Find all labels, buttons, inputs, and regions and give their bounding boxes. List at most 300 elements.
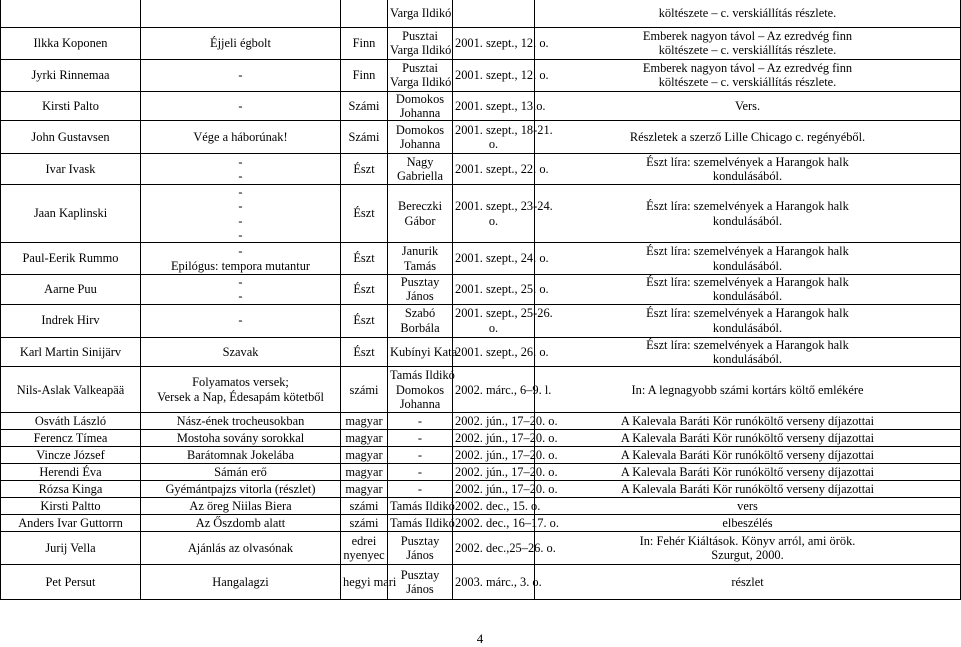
date-cell <box>453 243 549 275</box>
cell-line: - <box>417 448 423 463</box>
cell-line: költészete – c. verskiállítás részlete. <box>658 43 837 57</box>
cell-line: Jyrki Rinnemaa <box>31 67 110 82</box>
cell-line: Ivar Ivask <box>45 161 96 176</box>
source-cell <box>535 430 961 447</box>
cell-line: Gábor <box>404 213 436 228</box>
cell-line: magyar <box>345 414 383 429</box>
author-cell <box>1 464 141 481</box>
cell-line: 2001. szept., 25. o. <box>455 282 549 297</box>
cell-line: Gabriella <box>396 169 444 184</box>
date-cell <box>453 91 546 121</box>
cell-line: Pusztay <box>400 567 440 582</box>
title-cell <box>141 0 341 27</box>
cell-line: - <box>238 199 243 214</box>
cell-line: Vincze József <box>36 448 105 463</box>
title-cell <box>141 565 341 600</box>
cell-line: - <box>238 213 243 228</box>
table-row <box>1 0 961 27</box>
cell-line: - <box>417 414 423 429</box>
cell-line: János <box>406 582 434 597</box>
cell-line: Észt <box>353 344 375 359</box>
cell-line: Tamás Ildikó <box>390 368 455 383</box>
language-cell <box>341 185 388 243</box>
cell-line: Szurgut, 2000. <box>711 548 784 563</box>
author-cell <box>1 27 141 59</box>
date-cell <box>453 154 549 185</box>
cell-line: Észt líra: szemelvények a Harangok halk <box>646 244 849 259</box>
date-cell <box>453 413 558 430</box>
author-cell <box>1 304 141 337</box>
table-row <box>1 532 961 565</box>
translator-cell <box>388 27 453 59</box>
source-cell <box>535 243 961 275</box>
table-row <box>1 565 961 600</box>
cell-line: 2001. szept., 13.o. <box>455 98 546 113</box>
table-row <box>1 430 961 447</box>
title-cell <box>141 532 341 565</box>
language-cell <box>341 515 388 532</box>
cell-line: Ajánlás az olvasónak <box>187 541 294 556</box>
table-row <box>1 481 961 498</box>
translator-cell <box>388 91 453 121</box>
cell-line: Észt <box>353 161 375 176</box>
cell-line: Szavak <box>222 344 259 359</box>
language-cell <box>341 275 388 305</box>
source-cell <box>535 367 961 413</box>
source-cell <box>535 532 961 565</box>
cell-line: Domokos <box>395 122 445 137</box>
cell-line: Kirsti Paltto <box>40 499 101 514</box>
author-cell <box>1 59 141 91</box>
date-cell <box>453 481 558 498</box>
author-cell <box>1 154 141 185</box>
cell-line: 2001. szept., 18-21. <box>455 122 553 137</box>
cell-line: Jaan Kaplinski <box>33 206 108 221</box>
cell-line: Johanna <box>399 105 441 120</box>
cell-line: Bereczki <box>397 199 443 214</box>
table-row <box>1 447 961 464</box>
cell-line: Osváth László <box>34 414 107 429</box>
source-cell <box>535 0 961 27</box>
cell-line: A Kalevala Baráti Kör runóköltő verseny díjazottai <box>620 414 875 429</box>
date-cell <box>453 447 558 464</box>
date-cell <box>453 464 558 481</box>
cell-line: Emberek nagyon távol – Az ezredvég finn <box>642 60 853 75</box>
table-row <box>1 498 961 515</box>
language-cell <box>341 532 388 565</box>
table-row <box>1 464 961 481</box>
language-cell <box>341 59 388 91</box>
table-row <box>1 413 961 430</box>
cell-line: Kirsti Palto <box>42 98 99 113</box>
cell-line: In: Fehér Kiáltások. Könyv arról, ami örök. <box>639 533 856 548</box>
cell-line: - <box>238 185 243 200</box>
cell-line: Észt líra: szemelvények a Harangok halk <box>646 154 849 169</box>
cell-line: - <box>238 98 243 113</box>
cell-line: Gyémántpajzs vitorla (részlet) <box>165 482 316 497</box>
cell-line: Pusztai <box>402 60 438 75</box>
cell-line: 2002. jún., 17–20. o. <box>455 414 558 429</box>
cell-line: Vége a háborúnak! <box>193 129 288 144</box>
title-cell <box>141 481 341 498</box>
cell-line: Pusztai <box>402 28 438 43</box>
author-cell <box>1 413 141 430</box>
cell-line: A Kalevala Baráti Kör runóköltő verseny díjazottai <box>620 482 875 497</box>
cell-line: Domokos <box>395 382 445 397</box>
language-cell <box>341 154 388 185</box>
author-cell <box>1 532 141 565</box>
title-cell <box>141 304 341 337</box>
table-row <box>1 243 961 275</box>
language-cell <box>341 243 388 275</box>
language-cell <box>341 91 388 121</box>
title-cell <box>141 367 341 413</box>
cell-line: János <box>406 289 434 304</box>
title-cell <box>141 243 341 275</box>
source-cell <box>535 59 961 91</box>
cell-line: Janurik <box>401 244 439 259</box>
cell-line: hegyi mari <box>343 575 397 590</box>
cell-line: Pusztay <box>400 533 440 548</box>
cell-line: magyar <box>345 448 383 463</box>
cell-line: - <box>238 244 243 259</box>
cell-line: Versek a Nap, Édesapám kötetből <box>157 389 324 404</box>
cell-line: Jurij Vella <box>45 541 96 556</box>
translator-cell <box>388 481 453 498</box>
language-cell <box>341 367 388 413</box>
cell-line: Varga Ildikó <box>390 6 452 21</box>
cell-line: Rózsa Kinga <box>38 482 103 497</box>
table-row <box>1 91 961 121</box>
cell-line: magyar <box>345 431 383 446</box>
translator-cell <box>388 121 453 154</box>
cell-line: Varga Ildikó <box>390 75 452 89</box>
title-cell <box>141 447 341 464</box>
cell-line: 2001. szept., 12. o. <box>455 67 549 82</box>
cell-line: Paul-Eerik Rummo <box>22 251 119 266</box>
cell-line: Nils-Aslak Valkeapää <box>16 382 125 397</box>
cell-line: Emberek nagyon távol – Az ezredvég finn <box>642 28 853 43</box>
cell-line: Szabó <box>404 306 436 321</box>
translator-cell <box>388 185 453 243</box>
source-cell <box>535 154 961 185</box>
translator-cell <box>388 565 453 600</box>
cell-line: Finn <box>352 67 376 82</box>
cell-line: számi <box>349 499 379 514</box>
cell-line: számi <box>349 516 379 531</box>
cell-line: 2001. szept., 25-26. <box>455 306 553 321</box>
date-cell <box>453 59 549 91</box>
cell-line: Varga Ildikó <box>390 43 452 57</box>
cell-line: 2002. dec., 16–17. o. <box>455 516 559 531</box>
cell-line: - <box>238 154 243 169</box>
title-cell <box>141 413 341 430</box>
cell-line: 2001. szept., 23-24. <box>455 199 553 214</box>
translator-cell <box>388 367 453 413</box>
source-cell <box>535 91 961 121</box>
cell-line: 2002. márc., 6–9. l. <box>455 382 552 397</box>
language-cell <box>341 498 388 515</box>
cell-line: Barátomnak Jokelába <box>186 448 294 463</box>
cell-line: 2002. jún., 17–20. o. <box>455 465 558 480</box>
cell-line: edrei <box>351 533 377 548</box>
cell-line: Sámán erő <box>214 465 267 480</box>
source-cell <box>535 337 961 367</box>
date-cell <box>453 498 541 515</box>
cell-line: kondulásából. <box>712 169 783 184</box>
author-cell <box>1 337 141 367</box>
cell-line: 2002. dec., 15. o. <box>455 499 541 514</box>
cell-line: Észt líra: szemelvények a Harangok halk <box>646 306 849 321</box>
cell-line: o. <box>488 213 499 228</box>
cell-line: 2001. szept., 26. o. <box>455 344 549 359</box>
author-cell <box>1 447 141 464</box>
title-cell <box>141 337 341 367</box>
language-cell <box>341 430 388 447</box>
date-cell <box>453 532 556 565</box>
cell-line: Észt líra: szemelvények a Harangok halk <box>646 199 849 214</box>
table-row <box>1 121 961 154</box>
cell-line: számi <box>349 382 379 397</box>
cell-line: Herendi Éva <box>39 465 102 480</box>
cell-line: Észt <box>353 313 375 328</box>
translator-cell <box>388 337 458 367</box>
author-cell <box>1 565 141 600</box>
source-cell <box>535 498 961 515</box>
cell-line: Észt <box>353 282 375 297</box>
translator-cell <box>388 413 453 430</box>
cell-line: Észt líra: szemelvények a Harangok halk <box>646 337 849 352</box>
title-cell <box>141 121 341 154</box>
page-number: 4 <box>476 631 484 646</box>
author-cell <box>1 91 141 121</box>
cell-line: Észt <box>353 251 375 266</box>
translator-cell <box>388 515 453 532</box>
cell-line: A Kalevala Baráti Kör runóköltő verseny díjazottai <box>620 431 875 446</box>
cell-line: In: A legnagyobb számi kortárs költő emlékére <box>631 382 864 397</box>
translator-cell <box>388 243 453 275</box>
date-cell <box>453 121 553 154</box>
cell-line: 2002. jún., 17–20. o. <box>455 482 558 497</box>
table-row <box>1 367 961 413</box>
cell-line: Tamás <box>403 258 437 273</box>
cell-line: Észt líra: szemelvények a Harangok halk <box>646 275 849 290</box>
cell-line: Johanna <box>399 137 441 152</box>
author-cell <box>1 275 141 305</box>
date-cell <box>453 304 553 337</box>
table-row <box>1 185 961 243</box>
cell-line: - <box>417 465 423 480</box>
cell-line: Vers. <box>734 98 761 113</box>
translator-cell <box>388 532 453 565</box>
cell-line: Az öreg Niilas Biera <box>189 499 292 514</box>
cell-line: 2002. jún., 17–20. o. <box>455 448 558 463</box>
cell-line: - <box>238 227 243 242</box>
source-cell <box>535 447 961 464</box>
source-cell <box>535 481 961 498</box>
cell-line: Anders Ivar Guttorrn <box>18 516 123 531</box>
translator-cell <box>388 154 453 185</box>
cell-line: A Kalevala Baráti Kör runóköltő verseny díjazottai <box>620 465 875 480</box>
date-cell <box>453 185 553 243</box>
author-cell <box>1 498 141 515</box>
author-cell <box>1 121 141 154</box>
cell-line: Számi <box>348 129 380 144</box>
cell-line: János <box>406 548 434 563</box>
translator-cell <box>388 59 453 91</box>
date-cell <box>453 337 549 367</box>
cell-line: - <box>417 482 423 497</box>
cell-line: 2002. jún., 17–20. o. <box>455 431 558 446</box>
cell-line: Számi <box>348 98 380 113</box>
author-cell <box>1 430 141 447</box>
language-cell <box>341 121 388 154</box>
cell-line: Karl Martin Sinijärv <box>19 344 122 359</box>
table-row <box>1 515 961 532</box>
cell-line: magyar <box>345 482 383 497</box>
cell-line: Kubínyi Kata <box>390 344 458 359</box>
language-cell <box>341 0 388 27</box>
cell-line: Pusztay <box>400 275 440 290</box>
cell-line: Folyamatos versek; <box>192 375 289 390</box>
author-cell <box>1 185 141 243</box>
cell-line: Finn <box>352 35 376 50</box>
table-row <box>1 304 961 337</box>
date-cell <box>453 430 558 447</box>
cell-line: kondulásából. <box>712 289 783 304</box>
cell-line: Tamás Ildikó <box>390 516 455 531</box>
cell-line: kondulásából. <box>712 351 783 366</box>
cell-line: 2003. márc., 3. o. <box>455 575 542 590</box>
cell-line: Részletek a szerző Lille Chicago c. regényéből. <box>629 129 866 144</box>
cell-line: részlet <box>731 575 764 590</box>
language-cell <box>341 304 388 337</box>
cell-line: - <box>238 289 243 304</box>
cell-line: Borbála <box>400 320 440 335</box>
source-cell <box>535 464 961 481</box>
date-cell <box>453 515 559 532</box>
cell-line: nyenyec <box>343 548 385 563</box>
translator-cell <box>388 447 453 464</box>
cell-line: 2001. szept., 22. o. <box>455 161 549 176</box>
source-cell <box>535 515 961 532</box>
cell-line: 2002. dec.,25–26. o. <box>455 541 556 556</box>
cell-line: magyar <box>345 465 383 480</box>
language-cell <box>341 337 388 367</box>
cell-line: Az Őszdomb alatt <box>195 516 286 531</box>
cell-line: Pet Persut <box>45 575 96 590</box>
language-cell <box>341 413 388 430</box>
title-cell <box>141 430 341 447</box>
translator-cell <box>388 304 453 337</box>
source-cell <box>535 413 961 430</box>
cell-line: elbeszélés <box>722 516 773 531</box>
title-cell <box>141 498 341 515</box>
cell-line: Domokos <box>395 91 445 106</box>
cell-line: - <box>238 313 243 328</box>
date-cell <box>453 565 542 600</box>
cell-line: o. <box>488 320 499 335</box>
table-row <box>1 59 961 91</box>
cell-line: Nász-ének trocheusokban <box>176 414 305 429</box>
title-cell <box>141 515 341 532</box>
language-cell <box>341 565 397 600</box>
translator-cell <box>388 430 453 447</box>
table-row <box>1 27 961 59</box>
translator-cell <box>388 464 453 481</box>
source-cell <box>535 185 961 243</box>
cell-line: Nagy <box>406 154 434 169</box>
cell-line: kondulásából. <box>712 320 783 335</box>
source-cell <box>535 565 961 600</box>
author-cell <box>1 481 141 498</box>
cell-line: kondulásából. <box>712 213 783 228</box>
cell-line: Aarne Puu <box>44 282 97 297</box>
source-cell <box>535 275 961 305</box>
cell-line: o. <box>488 137 499 152</box>
cell-line: Éjjeli égbolt <box>210 35 271 50</box>
cell-line: - <box>238 67 243 82</box>
cell-line: Ferencz Tímea <box>33 431 108 446</box>
source-cell <box>535 121 961 154</box>
cell-line: kondulásából. <box>712 258 783 273</box>
translator-cell <box>388 498 453 515</box>
cell-line: - <box>238 275 243 290</box>
cell-line: Epilógus: tempora mutantur <box>170 258 311 273</box>
translator-cell <box>388 0 453 27</box>
language-cell <box>341 27 388 59</box>
title-cell <box>141 275 341 305</box>
title-cell <box>141 185 341 243</box>
source-cell <box>535 27 961 59</box>
cell-line: 2001. szept., 24. o. <box>455 251 549 266</box>
cell-line: Johanna <box>399 396 441 411</box>
cell-line: 2001. szept., 12. o. <box>455 35 549 50</box>
cell-line: John Gustavsen <box>31 129 110 144</box>
title-cell <box>141 59 341 91</box>
author-cell <box>1 515 141 532</box>
cell-line: - <box>417 431 423 446</box>
date-cell <box>453 367 552 413</box>
author-cell <box>1 243 141 275</box>
author-cell <box>1 0 141 27</box>
cell-line: Észt <box>353 206 375 221</box>
language-cell <box>341 464 388 481</box>
title-cell <box>141 91 341 121</box>
cell-line: Mostoha sovány sorokkal <box>176 431 305 446</box>
cell-line: Indrek Hirv <box>41 313 100 328</box>
cell-line: A Kalevala Baráti Kör runóköltő verseny díjazottai <box>620 448 875 463</box>
table-row <box>1 337 961 367</box>
table-row <box>1 275 961 305</box>
source-cell <box>535 304 961 337</box>
cell-line: Tamás Ildikó <box>390 499 455 514</box>
language-cell <box>341 447 388 464</box>
cell-line: Ilkka Koponen <box>33 35 108 50</box>
cell-line: költészete – c. verskiállítás részlete. <box>658 75 837 89</box>
date-cell <box>453 0 535 27</box>
date-cell <box>453 27 549 59</box>
translator-cell <box>388 275 453 305</box>
title-cell <box>141 464 341 481</box>
cell-line: - <box>238 169 243 184</box>
cell-line: költészete – c. verskiállítás részlete. <box>658 6 837 21</box>
date-cell <box>453 275 549 305</box>
title-cell <box>141 27 341 59</box>
cell-line: Hangalagzi <box>212 575 269 590</box>
table-row <box>1 154 961 185</box>
author-cell <box>1 367 141 413</box>
